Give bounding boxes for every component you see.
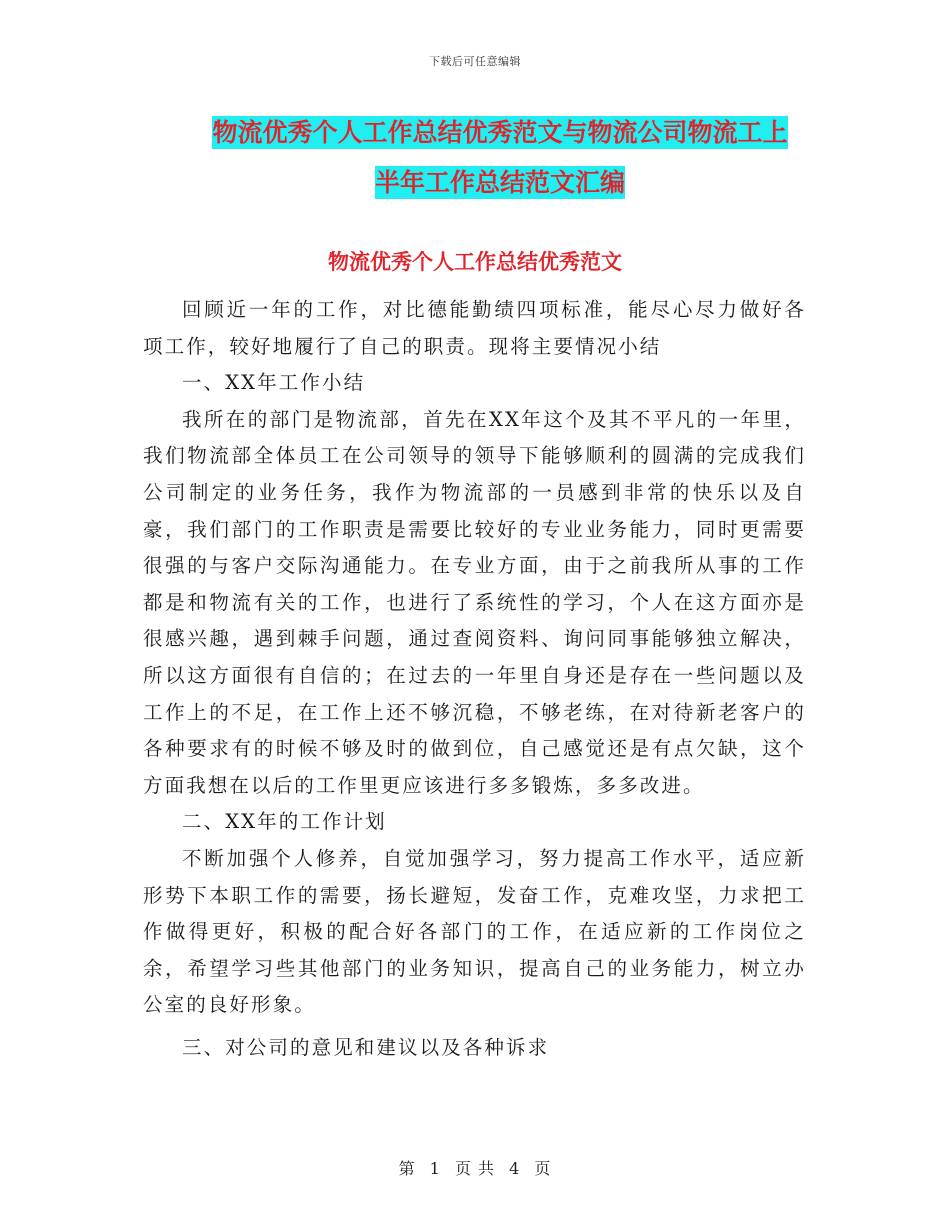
footer-total-pages: 4 xyxy=(509,1159,521,1178)
main-title-line-2: 半年工作总结范文汇编 xyxy=(374,168,625,197)
section-title: 物流优秀个人工作总结优秀范文 xyxy=(328,250,622,274)
main-title-line-1: 物流优秀个人工作总结优秀范文与物流公司物流工上 xyxy=(212,118,788,147)
paragraph-work-summary: 我所在的部门是物流部，首先在XX年这个及其不平凡的一年里，我们物流部全体员工在公司领导的领导下能够顺利的圆满的完成我们公司制定的业务任务，我作为物流部的一员感到非常的快乐以及自豪，我们部门的工作职责是需要比较好的专业业务能力，同时更需要很强的与客户交际沟通能力。在专业方面，由于之前我所从事的工作都是和物流有关的工作，也进行了系统性的学习，个人在这方面亦是很感兴趣，遇到棘手问题，通过查阅资料、询问同事能够独立解决，所以这方面很有自信的；在过去的一年里自身还是存在一些问题以及工作上的不足，在工作上还不够沉稳，不够老练，在对待新老客户的各种要求有的时候不够及时的做到位，自己感觉还是有点欠缺，这个方面我想在以后的工作里更应该进行多多锻炼，多多改进。 xyxy=(143,407,806,797)
main-title xyxy=(190,108,810,208)
heading-work-plan: 二、XX年的工作计划 xyxy=(182,810,387,834)
footer-suffix: 页 xyxy=(534,1159,552,1178)
footer-prefix: 第 xyxy=(398,1159,416,1178)
paragraph-work-plan: 不断加强个人修养，自觉加强学习，努力提高工作水平，适应新形势下本职工作的需要，扬长避短，发奋工作，克难攻坚，力求把工作做得更好，积极的配合好各部门的工作，在适应新的工作岗位之余，希望学习些其他部门的业务知识，提高自己的业务能力，树立办公室的良好形象。 xyxy=(143,846,806,1017)
footer-middle: 页 共 xyxy=(454,1159,496,1178)
page-footer xyxy=(0,1156,950,1179)
heading-suggestions: 三、对公司的意见和建议以及各种诉求 xyxy=(182,1035,550,1059)
footer-current-page: 1 xyxy=(429,1159,441,1178)
header-note: 下载后可任意编辑 xyxy=(429,55,521,68)
paragraph-intro: 回顾近一年的工作，对比德能勤绩四项标准，能尽心尽力做好各项工作，较好地履行了自己的职责。现将主要情况小结 xyxy=(143,298,806,358)
body-text xyxy=(143,292,806,1066)
heading-work-summary: 一、XX年工作小结 xyxy=(182,371,366,395)
